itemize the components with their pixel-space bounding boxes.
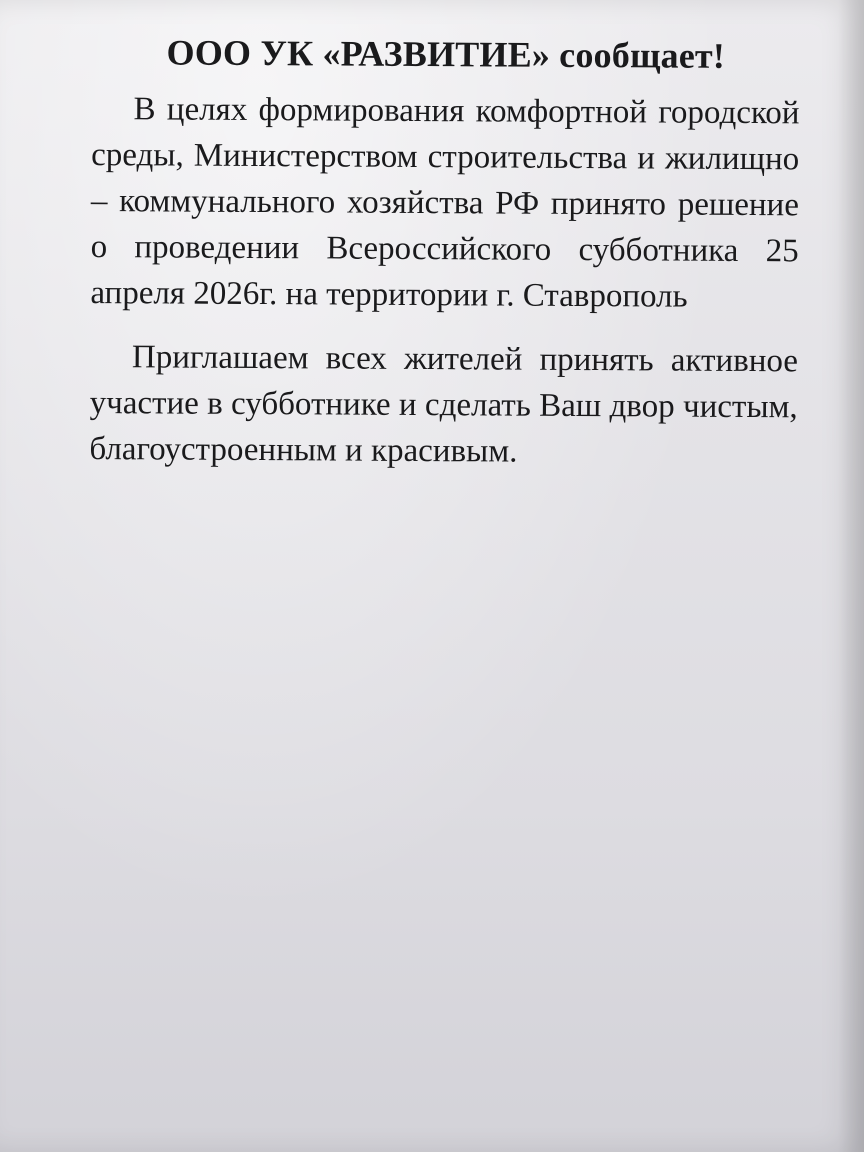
notice-paragraph-invitation: Приглашаем всех жителей принять активное участие в субботнике и сделать Ваш двор чистым, благоустроенным и красивым.	[89, 339, 799, 470]
notice-title: ООО УК «РАЗВИТИЕ» сообщает!	[166, 32, 726, 76]
notice-paragraph-announcement: В целях формирования комфортной городской среды, Министерством строительства и жилищно – коммунального хозяйства РФ принято решение о проведении Всероссийского субботника 25 апреля 2026г. на территории г. Ставрополь	[90, 91, 800, 315]
sheet-shadow-edge	[838, 0, 864, 1152]
notice-content	[89, 28, 800, 494]
